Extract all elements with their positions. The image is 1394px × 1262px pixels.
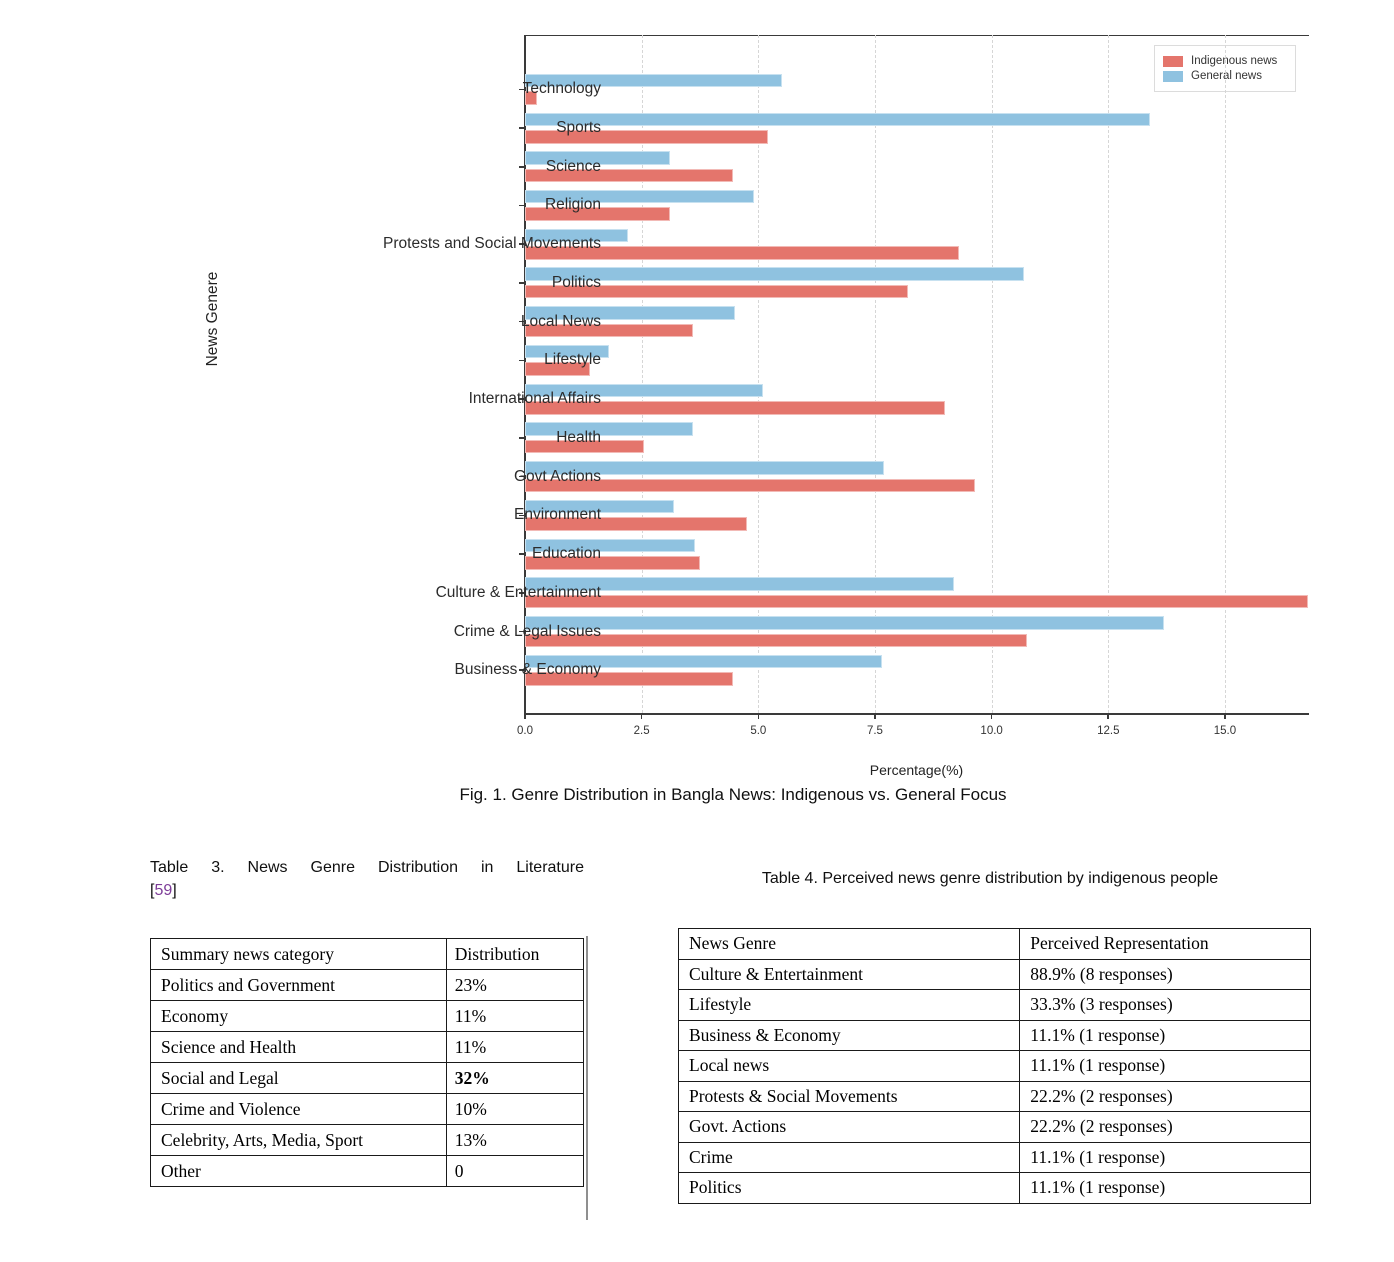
table-header-row (679, 929, 1311, 960)
category-label: Lifestyle (544, 351, 601, 369)
category-label: Sports (556, 119, 601, 137)
bar-indigenous-news (525, 595, 1308, 609)
table-row (151, 1156, 584, 1187)
category-cell: Other (151, 1156, 447, 1187)
value-cell: 11.1% (1 response) (1020, 1173, 1311, 1204)
citation-59-link[interactable]: 59 (154, 882, 173, 899)
table-row (151, 1063, 584, 1094)
value-cell: 88.9% (8 responses) (1020, 959, 1311, 990)
x-tick (1107, 713, 1109, 719)
column-header: Distribution (446, 939, 583, 970)
column-header: News Genre (679, 929, 1020, 960)
table-header-row (151, 939, 584, 970)
gridline (875, 35, 876, 713)
table-row (151, 1125, 584, 1156)
table3-citation: [59] (150, 882, 177, 899)
category-label: International Affairs (468, 390, 601, 408)
x-axis-title: Percentage(%) (869, 762, 964, 778)
bar-general-news (525, 616, 1164, 630)
x-tick-label: 15.0 (1213, 725, 1237, 737)
category-label: Science (545, 157, 601, 175)
x-tick (758, 713, 760, 719)
table-row (679, 1051, 1311, 1082)
y-axis-title: News Genere (204, 271, 221, 367)
figure-caption: Fig. 1. Genre Distribution in Bangla News: Indigenous vs. General Focus (459, 785, 1007, 804)
category-label: Politics (551, 273, 601, 291)
category-label: Education (532, 545, 601, 563)
x-tick-label: 2.5 (633, 725, 650, 737)
value-cell: 22.2% (2 responses) (1020, 1081, 1311, 1112)
table3-news-genre-distribution (150, 938, 584, 1187)
table-row (151, 1094, 584, 1125)
category-label: Health (556, 428, 601, 446)
table3-caption-text: Table 3. News Genre Distribution in Literature (150, 859, 584, 876)
value-cell: 11.1% (1 response) (1020, 1142, 1311, 1173)
bar-general-news (525, 113, 1150, 127)
legend-swatch-icon (1163, 71, 1183, 82)
table4-caption: Table 4. Perceived news genre distribution by indigenous people (761, 870, 1219, 887)
table-row (679, 1142, 1311, 1173)
category-label: Environment (513, 506, 601, 524)
value-cell: 11.1% (1 response) (1020, 1020, 1311, 1051)
genre-cell: Protests & Social Movements (679, 1081, 1020, 1112)
table-row (679, 1081, 1311, 1112)
table-row (151, 1032, 584, 1063)
category-label: Protests and Social Movements (383, 235, 601, 253)
table-row (679, 1173, 1311, 1204)
table-row (679, 1020, 1311, 1051)
category-cell: Politics and Government (151, 970, 447, 1001)
genre-cell: Lifestyle (679, 990, 1020, 1021)
category-cell: Social and Legal (151, 1063, 447, 1094)
legend-label: General news (1191, 70, 1262, 82)
genre-cell: Local news (679, 1051, 1020, 1082)
table-row (151, 970, 584, 1001)
value-cell: 11.1% (1 response) (1020, 1051, 1311, 1082)
category-label: Technology (522, 80, 601, 98)
x-tick-label: 7.5 (866, 725, 883, 737)
x-tick-label: 12.5 (1097, 725, 1120, 737)
table4-perceived-representation (678, 928, 1311, 1204)
column-header: Perceived Representation (1020, 929, 1311, 960)
table-row (679, 959, 1311, 990)
category-label: Local News (520, 312, 601, 330)
category-cell: Science and Health (151, 1032, 447, 1063)
value-cell: 33.3% (3 responses) (1020, 990, 1311, 1021)
category-cell: Crime and Violence (151, 1094, 447, 1125)
category-label: Culture & Entertainment (435, 583, 601, 601)
value-cell: 22.2% (2 responses) (1020, 1112, 1311, 1143)
value-cell: 23% (446, 970, 583, 1001)
value-cell: 11% (446, 1032, 583, 1063)
x-tick-label: 10.0 (980, 725, 1003, 737)
x-tick (641, 713, 643, 719)
genre-cell: Govt. Actions (679, 1112, 1020, 1143)
table-row (679, 1112, 1311, 1143)
x-tick-label: 5.0 (750, 725, 767, 737)
value-cell: 0 (446, 1156, 583, 1187)
gridline (1108, 35, 1109, 713)
gridline (1225, 35, 1226, 713)
table-row (679, 990, 1311, 1021)
column-rule (586, 936, 588, 1220)
value-cell: 10% (446, 1094, 583, 1125)
category-label: Govt Actions (513, 467, 601, 485)
x-tick-label: 0.0 (517, 725, 533, 737)
column-header: Summary news category (151, 939, 447, 970)
table3-caption (150, 856, 584, 902)
legend-label: Indigenous news (1191, 55, 1278, 67)
category-label: Crime & Legal Issues (453, 622, 601, 640)
legend-swatch-icon (1163, 56, 1183, 67)
x-tick (991, 713, 993, 719)
value-cell: 11% (446, 1001, 583, 1032)
category-cell: Celebrity, Arts, Media, Sport (151, 1125, 447, 1156)
genre-cell: Politics (679, 1173, 1020, 1204)
genre-cell: Culture & Entertainment (679, 959, 1020, 990)
gridline (992, 35, 993, 713)
x-tick (1224, 713, 1226, 719)
category-label: Religion (544, 196, 601, 214)
genre-cell: Business & Economy (679, 1020, 1020, 1051)
table-row (151, 1001, 584, 1032)
x-tick (524, 713, 526, 719)
value-cell: 13% (446, 1125, 583, 1156)
category-label: Business & Economy (454, 661, 601, 679)
genre-cell: Crime (679, 1142, 1020, 1173)
category-cell: Economy (151, 1001, 447, 1032)
value-cell: 32% (446, 1063, 583, 1094)
x-tick (874, 713, 876, 719)
